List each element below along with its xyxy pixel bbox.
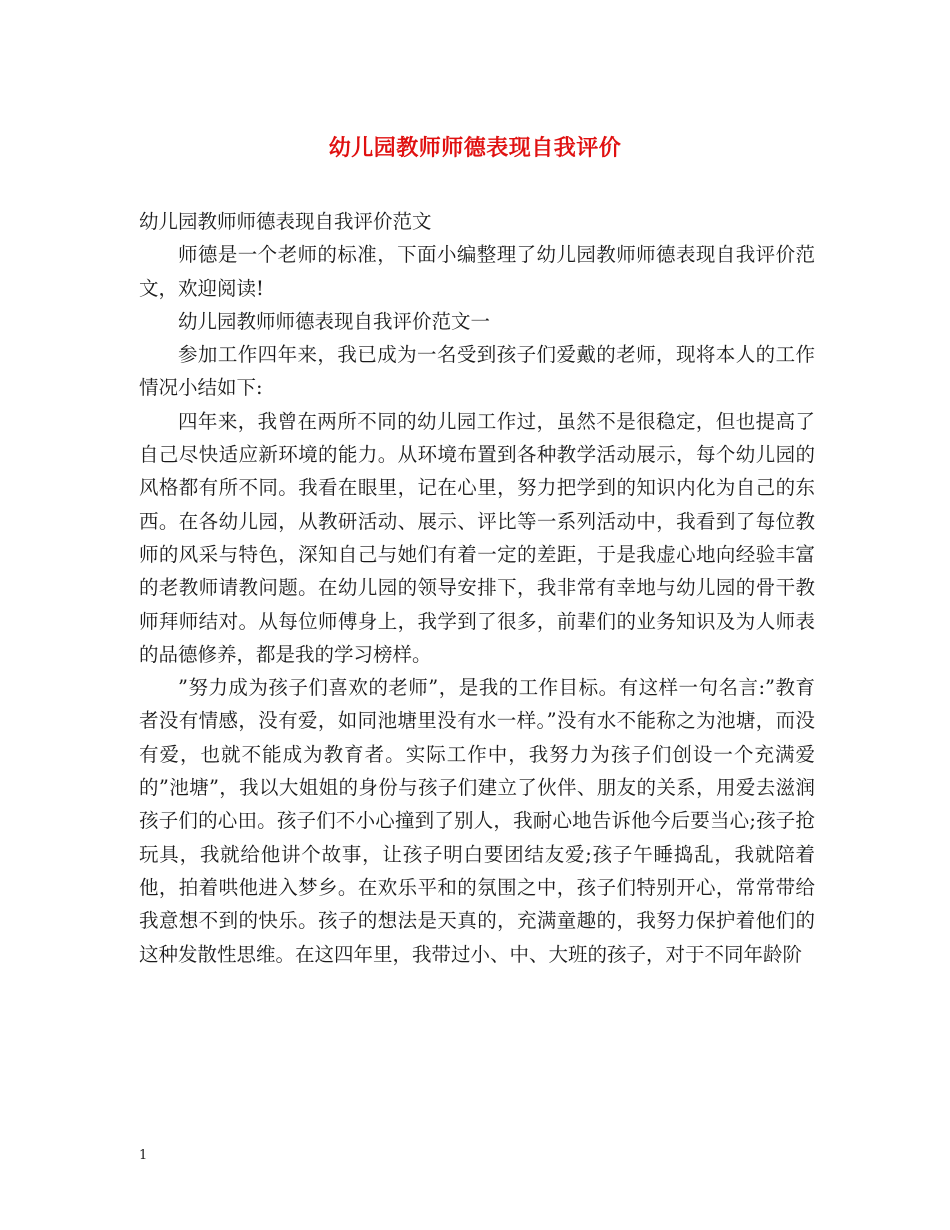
- paragraph-section-heading: 幼儿园教师师德表现自我评价范文一: [178, 309, 491, 333]
- paragraph-subtitle: 幼儿园教师师德表现自我评价范文: [139, 210, 432, 233]
- document-body: [139, 205, 815, 971]
- paragraph-intro: 师德是一个老师的标准，下面小编整理了幼儿园教师师德表现自我评价范文，欢迎阅读!: [139, 243, 815, 300]
- paragraph-opening: 参加工作四年来，我已成为一名受到孩子们爱戴的老师，现将本人的工作情况小结如下:: [139, 343, 815, 400]
- page-number: 1: [139, 1148, 148, 1163]
- paragraph-goal: ”努力成为孩子们喜欢的老师”，是我的工作目标。有这样一句名言:”教育者没有情感，没有爱，如同池塘里没有水一样。”没有水不能称之为池塘，而没有爱，也就不能成为教育者。实际工作中，我努力为孩子们创设一个充满爱的”池塘”，我以大姐姐的身份与孩子们建立了伙伴、朋友的关系，用爱去滋润孩子们的心田。孩子们不小心撞到了别人，我耐心地告诉他今后要当心;孩子抢玩具，我就给他讲个故事，让孩子明白要团结友爱;孩子午睡捣乱，我就陪着他，拍着哄他进入梦乡。在欢乐平和的氛围之中，孩子们特别开心，常常带给我意想不到的快乐。孩子的想法是天真的，充满童趣的，我努力保护着他们的这种发散性思维。在这四年里，我带过小、中、大班的孩子，对于不同年龄阶: [139, 676, 815, 966]
- document-title: 幼儿园教师师德表现自我评价: [328, 135, 622, 161]
- paragraph-experience: 四年来，我曾在两所不同的幼儿园工作过，虽然不是很稳定，但也提高了自己尽快适应新环境的能力。从环境布置到各种教学活动展示，每个幼儿园的风格都有所不同。我看在眼里，记在心里，努力把学到的知识内化为自己的东西。在各幼儿园，从教研活动、展示、评比等一系列活动中，我看到了每位教师的风采与特色，深知自己与她们有着一定的差距，于是我虚心地向经验丰富的老教师请教问题。在幼儿园的领导安排下，我非常有幸地与幼儿园的骨干教师拜师结对。从每位师傅身上，我学到了很多，前辈们的业务知识及为人师表的品德修养，都是我的学习榜样。: [139, 409, 815, 666]
